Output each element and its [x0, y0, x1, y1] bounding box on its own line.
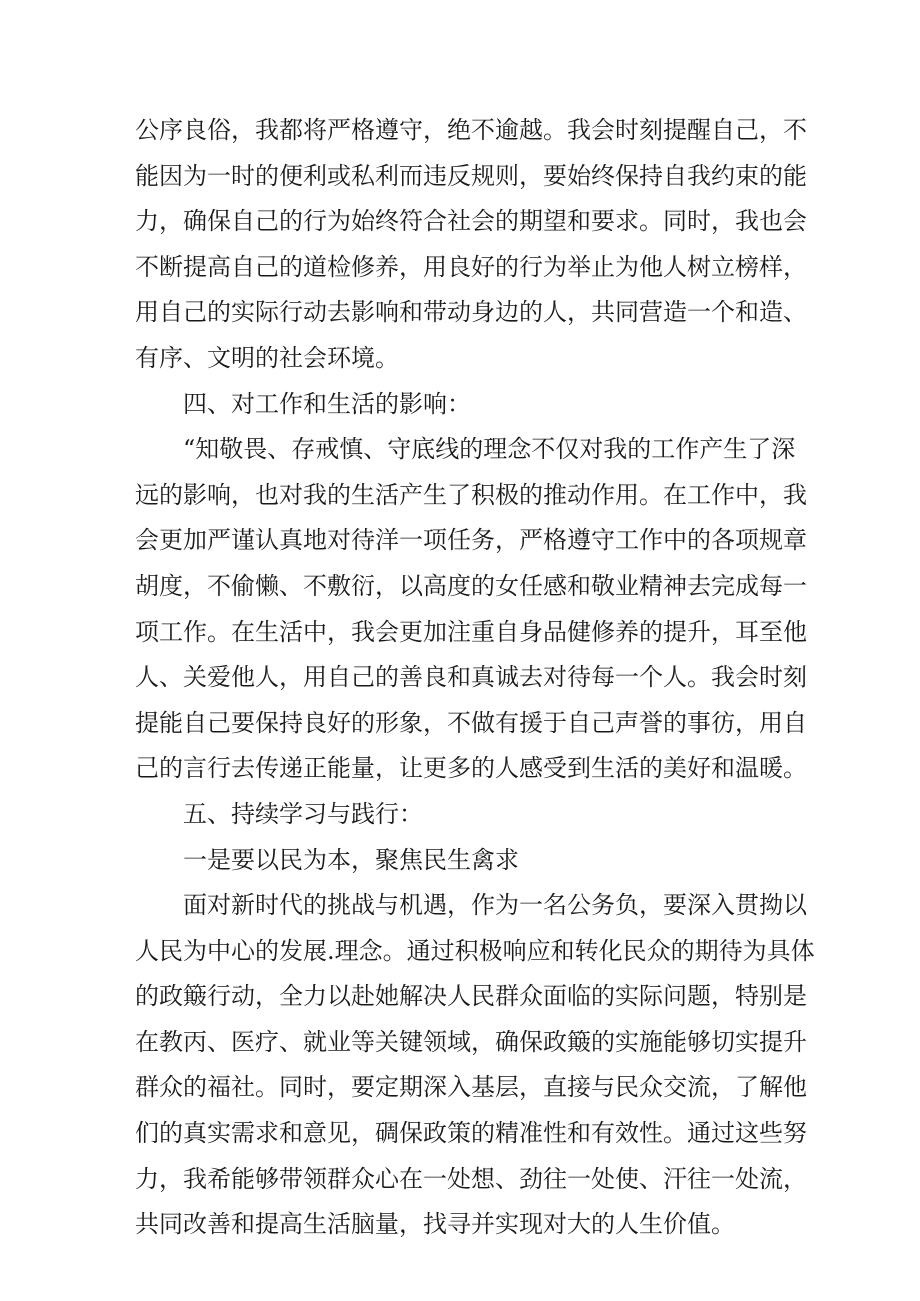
- section-heading-5: 五、持续学习与践行：: [183, 799, 423, 828]
- paragraph-line: 公序良俗，我都将严格遵守，绝不逾越。我会时刻提醒自己，不: [135, 116, 807, 144]
- paragraph-line: “知敬畏、存戒慎、守底线的理念不仅对我的工作产生了深: [183, 435, 796, 464]
- paragraph-line: 面对新时代的挑战与机遇，作为一名公务负，要深入贯拗以: [183, 891, 807, 920]
- paragraph-line: 不断提高自己的道检修养，用良好的行为举止为他人树立榜样，: [135, 252, 807, 281]
- paragraph-1: [135, 108, 807, 382]
- paragraph-line: 人民为中心的发展.理念。通过积极响应和转化民众的期待为具体: [135, 936, 815, 965]
- paragraph-line: 会更加严谨认真地对待洋一项任务，严格遵守工作中的各项规章: [135, 526, 807, 555]
- paragraph-line: 群众的福社。同时，要定期深入基层，直接与民众交流，了解他: [135, 1073, 807, 1102]
- paragraph-line: 有序、文明的社会环境。: [135, 343, 399, 372]
- paragraph-line: 人、关爱他人，用自己的善良和真诚去对待每一个人。我会时刻: [135, 663, 807, 692]
- paragraph-line: 用自己的实际行动去影响和带动身边的人，共同营造一个和造、: [135, 298, 807, 327]
- paragraph-line: 能因为一时的便利或私利而违反规则，要始终保持自我约束的能: [135, 161, 807, 190]
- paragraph-line: 共同改善和提高生活脑量，找寻并实现对大的人生价值。: [135, 1210, 735, 1239]
- paragraph-3: [135, 883, 815, 1248]
- paragraph-line: 胡度，不偷懒、不敷衍，以高度的女任感和敬业精神去完成每一: [135, 571, 807, 600]
- paragraph-line: 们的真实需求和意见，碉保政策的精准性和有效性。通过这些努: [135, 1119, 807, 1148]
- paragraph-line: 项工作。在生活中，我会更加注重自身品健修养的提升，耳至他: [135, 617, 807, 646]
- paragraph-line: 己的言行去传递正能量，让更多的人感受到生活的美好和温暖。: [135, 754, 807, 783]
- subheading-1: 一是要以民为本，聚焦民生禽求: [183, 845, 519, 874]
- paragraph-line: 的政簸行动，全力以赴她解决人民群众面临的实际问题，特别是: [135, 982, 807, 1011]
- paragraph-line: 远的影响，也对我的生活产生了积极的推动作用。在工作中，我: [135, 480, 807, 509]
- section-heading-4: 四、对工作和生活的影响：: [183, 389, 471, 418]
- paragraph-line: 力，我希能够带领群众心在一处想、劲往一处使、汗往一处流，: [135, 1164, 807, 1193]
- paragraph-line: 提能自己要保持良好的形象，不做有援于自己声誉的事彷，用自: [135, 708, 807, 737]
- paragraph-line: 在教丙、医疗、就业等关键领域，确保政簸的实施能够切实提升: [135, 1027, 807, 1056]
- document-body: [135, 108, 815, 1248]
- paragraph-2: [135, 427, 807, 792]
- paragraph-line: 力，确保自己的行为始终符合社会的期望和要求。同时，我也会: [135, 207, 807, 236]
